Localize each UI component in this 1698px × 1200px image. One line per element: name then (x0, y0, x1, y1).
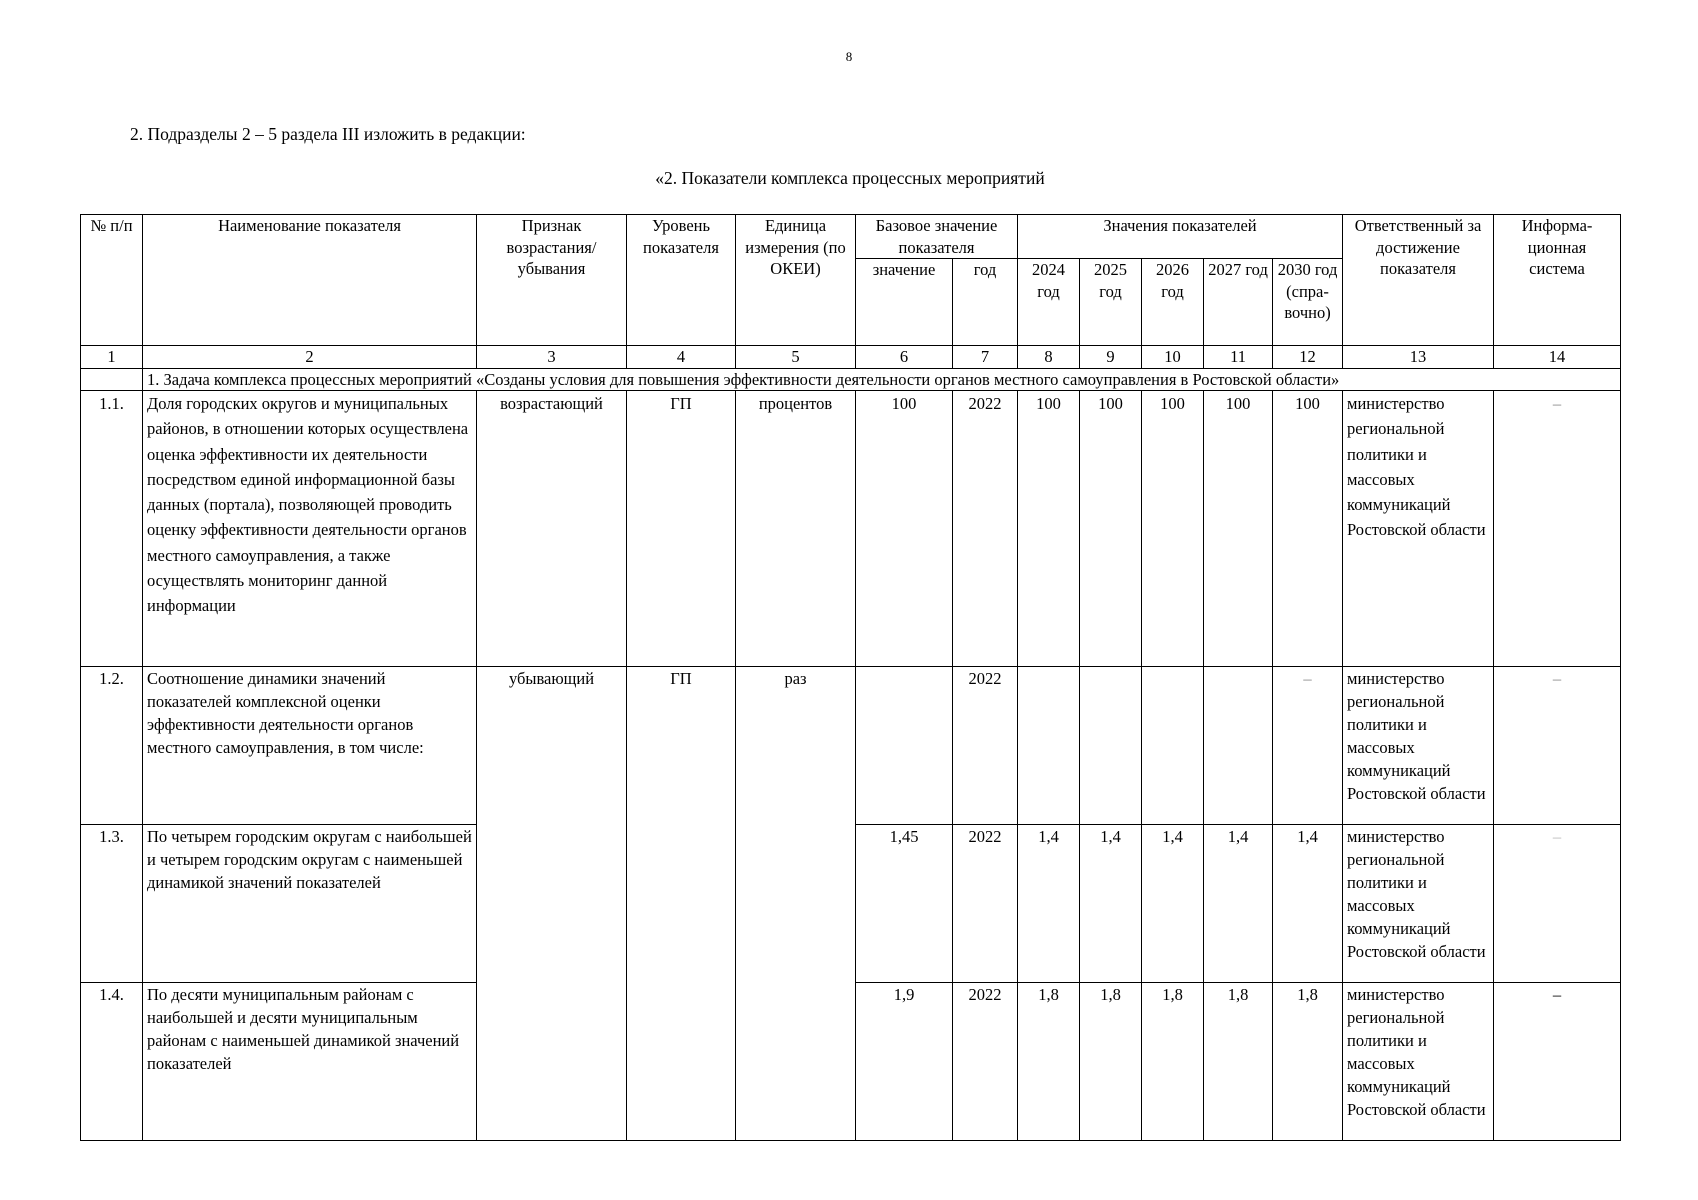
row-value-2027 (1204, 667, 1273, 825)
row-base-year: 2022 (953, 667, 1018, 825)
intro-text: 2. Подразделы 2 – 5 раздела III изложить в редакции: (130, 124, 526, 144)
row-responsible: министерство региональной политики и массовых коммуникаций Ростовской области (1343, 391, 1494, 667)
header-name: Наименование показателя (143, 215, 477, 346)
row-trend: возрастающий (477, 391, 627, 667)
column-number: 13 (1343, 346, 1494, 369)
row-name: Доля городских округов и муниципальных районов, в отношении которых осуществлена оценка эффективности их деятельности посредством единой информационной базы данных (портала), позволяющей проводить оценку эффективности деятельности органов местного самоуправления, а также осуществлять мониторинг данной информации (143, 391, 477, 667)
header-base-year: год (953, 259, 1018, 346)
column-number: 14 (1494, 346, 1621, 369)
table-row (81, 667, 1621, 825)
header-level: Уровень показателя (627, 215, 736, 346)
row-value-2024: 100 (1018, 391, 1080, 667)
row-responsible: министерство региональной политики и массовых коммуникаций Ростовской области (1343, 825, 1494, 983)
table-title (0, 168, 1698, 189)
row-value-2024: 1,4 (1018, 825, 1080, 983)
header-num: № п/п (81, 215, 143, 346)
header-values: Значения показателей (1018, 215, 1343, 259)
task-heading: 1. Задача комплекса процессных мероприятий «Созданы условия для повышения эффективности деятельности органов местного самоуправления в Ростовской области» (143, 369, 1621, 391)
row-info-system: – (1494, 391, 1621, 667)
row-base-value: 1,9 (856, 983, 953, 1141)
column-number: 5 (736, 346, 856, 369)
row-base-value: 1,45 (856, 825, 953, 983)
row-responsible: министерство региональной политики и массовых коммуникаций Ростовской области (1343, 983, 1494, 1141)
column-number: 8 (1018, 346, 1080, 369)
column-number: 1 (81, 346, 143, 369)
row-num: 1.3. (81, 825, 143, 983)
column-number: 9 (1080, 346, 1142, 369)
row-unit: процентов (736, 391, 856, 667)
page-number: 8 (845, 49, 853, 64)
row-info-system: – (1494, 667, 1621, 825)
row-value-2030: – (1273, 667, 1343, 825)
row-value-2026: 1,4 (1142, 825, 1204, 983)
row-base-value: 100 (856, 391, 953, 667)
header-trend: Признак возрастания/ убывания (477, 215, 627, 346)
row-value-2026: 100 (1142, 391, 1204, 667)
row-base-value (856, 667, 953, 825)
indicators-table (80, 214, 1621, 1141)
row-name: По десяти муниципальным районам с наибольшей и десяти муниципальным районам с наименьшей динамикой значений показателей (143, 983, 477, 1141)
row-value-2026 (1142, 667, 1204, 825)
column-number: 7 (953, 346, 1018, 369)
row-value-2025: 1,8 (1080, 983, 1142, 1141)
row-num: 1.2. (81, 667, 143, 825)
column-number: 10 (1142, 346, 1204, 369)
row-value-2027: 100 (1204, 391, 1273, 667)
header-2025: 2025 год (1080, 259, 1142, 346)
row-base-year: 2022 (953, 825, 1018, 983)
row-name: Соотношение динамики значений показателей комплексной оценки эффективности деятельности органов местного самоуправления, в том числе: (143, 667, 477, 825)
row-value-2024: 1,8 (1018, 983, 1080, 1141)
table-row (81, 391, 1621, 667)
row-base-year: 2022 (953, 391, 1018, 667)
column-number: 4 (627, 346, 736, 369)
row-trend: убывающий (477, 667, 627, 1141)
row-level: ГП (627, 391, 736, 667)
header-info-system: Информа-ционная система (1494, 215, 1621, 346)
row-responsible: министерство региональной политики и массовых коммуникаций Ростовской области (1343, 667, 1494, 825)
row-level: ГП (627, 667, 736, 1141)
column-number: 11 (1204, 346, 1273, 369)
row-num: 1.1. (81, 391, 143, 667)
row-info-system: – (1494, 983, 1621, 1141)
header-unit: Единица измерения (по ОКЕИ) (736, 215, 856, 346)
row-value-2027: 1,8 (1204, 983, 1273, 1141)
header-responsible: Ответственный за достижение показателя (1343, 215, 1494, 346)
row-name: По четырем городским округам с наибольшей и четырем городским округам с наименьшей динамикой значений показателей (143, 825, 477, 983)
column-number: 12 (1273, 346, 1343, 369)
task-empty-cell (81, 369, 143, 391)
column-number: 3 (477, 346, 627, 369)
row-num: 1.4. (81, 983, 143, 1141)
header-row-1 (81, 215, 1621, 259)
header-2026: 2026 год (1142, 259, 1204, 346)
task-row (81, 369, 1621, 391)
row-value-2025: 100 (1080, 391, 1142, 667)
column-numbers-row (81, 346, 1621, 369)
header-2027: 2027 год (1204, 259, 1273, 346)
row-value-2024 (1018, 667, 1080, 825)
row-value-2030: 100 (1273, 391, 1343, 667)
header-base-value: значение (856, 259, 953, 346)
header-2024: 2024 год (1018, 259, 1080, 346)
row-base-year: 2022 (953, 983, 1018, 1141)
row-info-system: – (1494, 825, 1621, 983)
row-value-2030: 1,4 (1273, 825, 1343, 983)
row-value-2030: 1,8 (1273, 983, 1343, 1141)
row-value-2027: 1,4 (1204, 825, 1273, 983)
row-value-2026: 1,8 (1142, 983, 1204, 1141)
column-number: 2 (143, 346, 477, 369)
row-unit: раз (736, 667, 856, 1141)
header-2030: 2030 год (спра-вочно) (1273, 259, 1343, 346)
column-number: 6 (856, 346, 953, 369)
row-value-2025: 1,4 (1080, 825, 1142, 983)
table-title-text: «2. Показатели комплекса процессных мероприятий (655, 168, 1045, 188)
header-base: Базовое значение показателя (856, 215, 1018, 259)
row-value-2025 (1080, 667, 1142, 825)
